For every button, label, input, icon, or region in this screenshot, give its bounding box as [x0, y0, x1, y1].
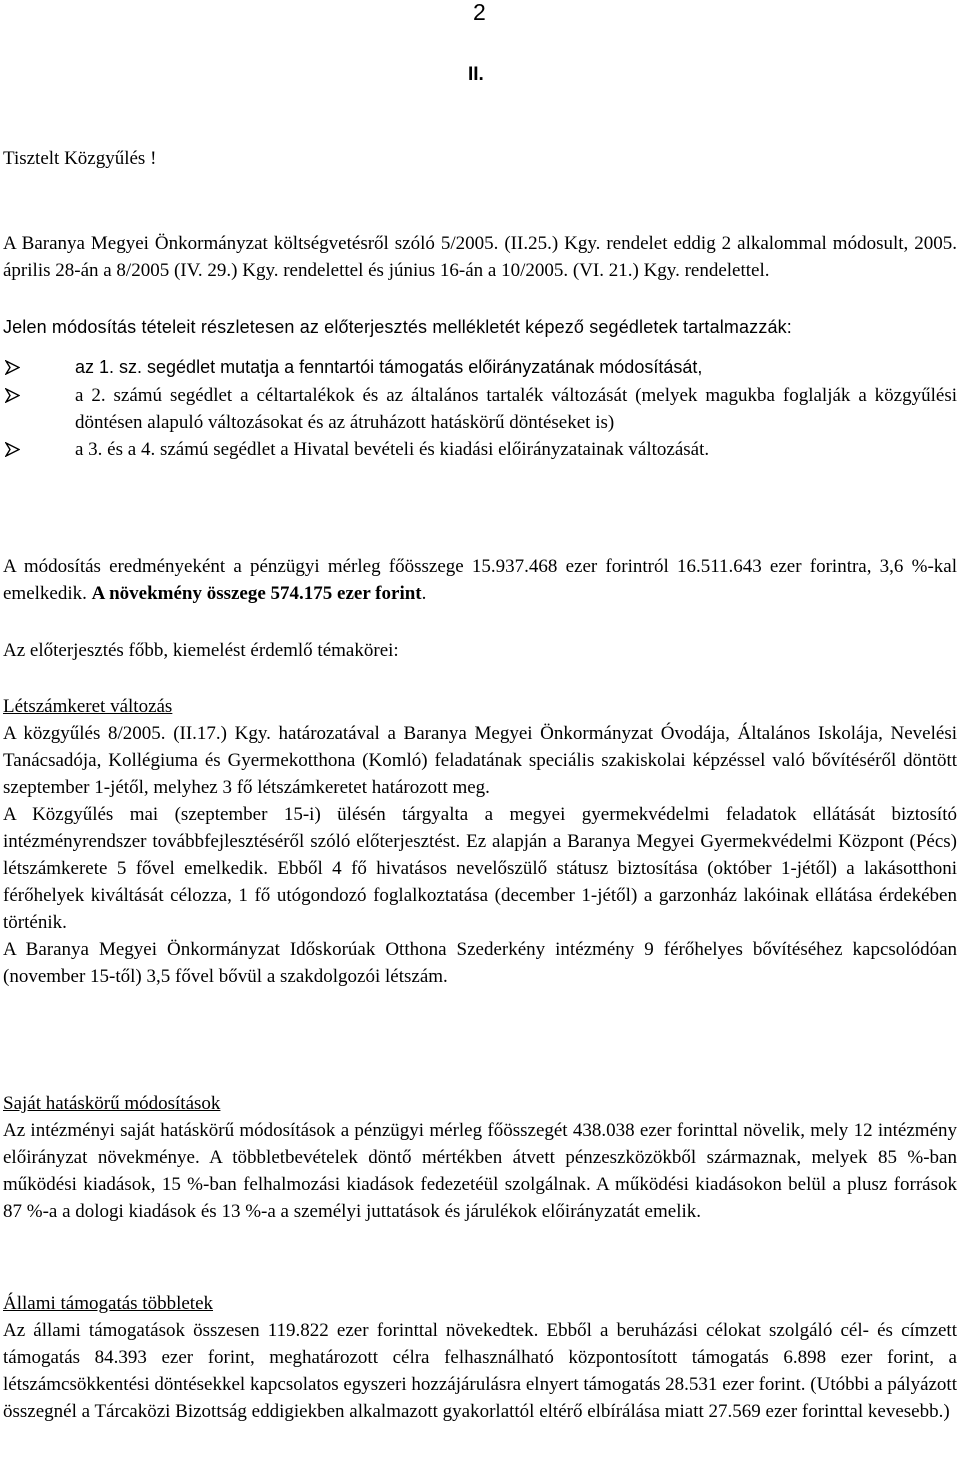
- section-sajat-hataskor: [3, 1090, 957, 1225]
- arrow-bullet-icon: [3, 354, 23, 381]
- details-line: Jelen módosítás tételeit részletesen az előterjesztés mellékletét képező segédletek tartalmazzák:: [3, 317, 792, 337]
- section-title: II.: [468, 64, 484, 85]
- result-tail: .: [421, 583, 427, 604]
- list-item: a 2. számú segédlet a céltartalékok és az általános tartalék változását (melyek magukba foglalják a közgyűlési döntésen alapuló változásokat és az átruházott hatáskörű döntéseket is): [3, 382, 957, 436]
- section-heading: Létszámkeret változás: [3, 696, 173, 717]
- result-paragraph: [3, 553, 957, 607]
- topics-intro: Az előterjesztés főbb, kiemelést érdemlő témakörei:: [3, 640, 399, 661]
- paragraph: Az állami támogatások összesen 119.822 ezer forinttal növekedtek. Ebből a beruházási célokat szolgáló cél- és címzett támogatás 84.393 ezer forint, meghatározott célra felhasználható központosított támogatás 6.898 ezer forint, a létszámcsökkentési döntésekkel kapcsolatos egyszeri hozzájárulásra elnyert támogatás 28.531 ezer forint. (Utóbbi a pályázott összegnél a Tárcaközi Bizottság eddigiekben alkalmazott gyakorlattól eltérő elbírálása miatt 27.569 ezer forinttal kevesebb.): [3, 1320, 957, 1422]
- salutation: Tisztelt Közgyűlés !: [3, 148, 157, 169]
- section-heading: Saját hatáskörű módosítások: [3, 1093, 221, 1114]
- intro-paragraph: A Baranya Megyei Önkormányzat költségvetésről szóló 5/2005. (II.25.) Kgy. rendelet eddig 2 alkalommal módosult, 2005. április 28-án a 8/2005 (IV. 29.) Kgy. rendelettel és június 16-án a 10/2005. (VI. 21.) Kgy. rendelettel.: [3, 233, 957, 281]
- paragraph: Az intézményi saját hatáskörű módosítások a pénzügyi mérleg főösszegét 438.038 ezer forinttal növelik, mely 12 intézmény előirányzat növekménye. A többletbevételek döntő mértékben átvett pénzeszközökből származnak, melyek 85 %-ban működési kiadások, 15 %-ban felhalmozási kiadások fedezetéül szolgálnak. A működési kiadásokon belül a plusz források 87 %-a a dologi kiadások és 13 %-a a személyi juttatások és járulékok előirányzatát emelik.: [3, 1120, 957, 1222]
- list-item: az 1. sz. segédlet mutatja a fenntartói támogatás előirányzatának módosítását,: [3, 354, 957, 381]
- arrow-bullet-icon: [3, 436, 23, 463]
- result-text: A módosítás eredményeként a pénzügyi mérleg főösszege 15.937.468 ezer forintról 16.511.643 ezer forintra, 3,6 %-kal emelkedik.: [3, 556, 957, 604]
- paragraph: A közgyűlés 8/2005. (II.17.) Kgy. határozatával a Baranya Megyei Önkormányzat Óvodája, Általános Iskolája, Nevelési Tanácsadója, Kollégiuma és Gyermekotthona (Komló) feladatának speciális szakiskolai képzéssel való bővítéséről döntött szeptember 1-jétől, melyhez 3 fő létszámkeretet határozott meg.: [3, 723, 957, 798]
- page-number: 2: [473, 0, 486, 25]
- list-item: a 3. és a 4. számú segédlet a Hivatal bevételi és kiadási előirányzatainak változását.: [3, 436, 957, 463]
- paragraph: A Közgyűlés mai (szeptember 15-i) ülésén tárgyalta a megyei gyermekvédelmi feladatok ellátását biztosító intézményrendszer továbbfejlesztéséről szóló előterjesztést. Ez alapján a Baranya Megyei Gyermekvédelmi Központ (Pécs) létszámkerete 5 fővel emelkedik. Ebből 4 fő hivatásos nevelőszülő státusz biztosítása (október 1-jétől) a lakásotthoni férőhelyek kiváltását célozza, 1 fő utógondozó foglalkoztatása (december 1-jétől) a garzonház lakóinak ellátása érdekében történik.: [3, 804, 957, 933]
- bullet-list: [3, 354, 957, 463]
- result-bold: A növekmény összege 574.175 ezer forint: [91, 583, 422, 604]
- section-allami-tamogatas: [3, 1290, 957, 1425]
- paragraph: A Baranya Megyei Önkormányzat Időskorúak Otthona Szederkény intézmény 9 férőhelyes bővítéséhez kapcsolódóan (november 15-től) 3,5 fővel bővül a szakdolgozói létszám.: [3, 939, 957, 987]
- section-heading: Állami támogatás többletek: [3, 1293, 214, 1314]
- section-letszamkeret: [3, 693, 957, 990]
- arrow-bullet-icon: [3, 382, 23, 409]
